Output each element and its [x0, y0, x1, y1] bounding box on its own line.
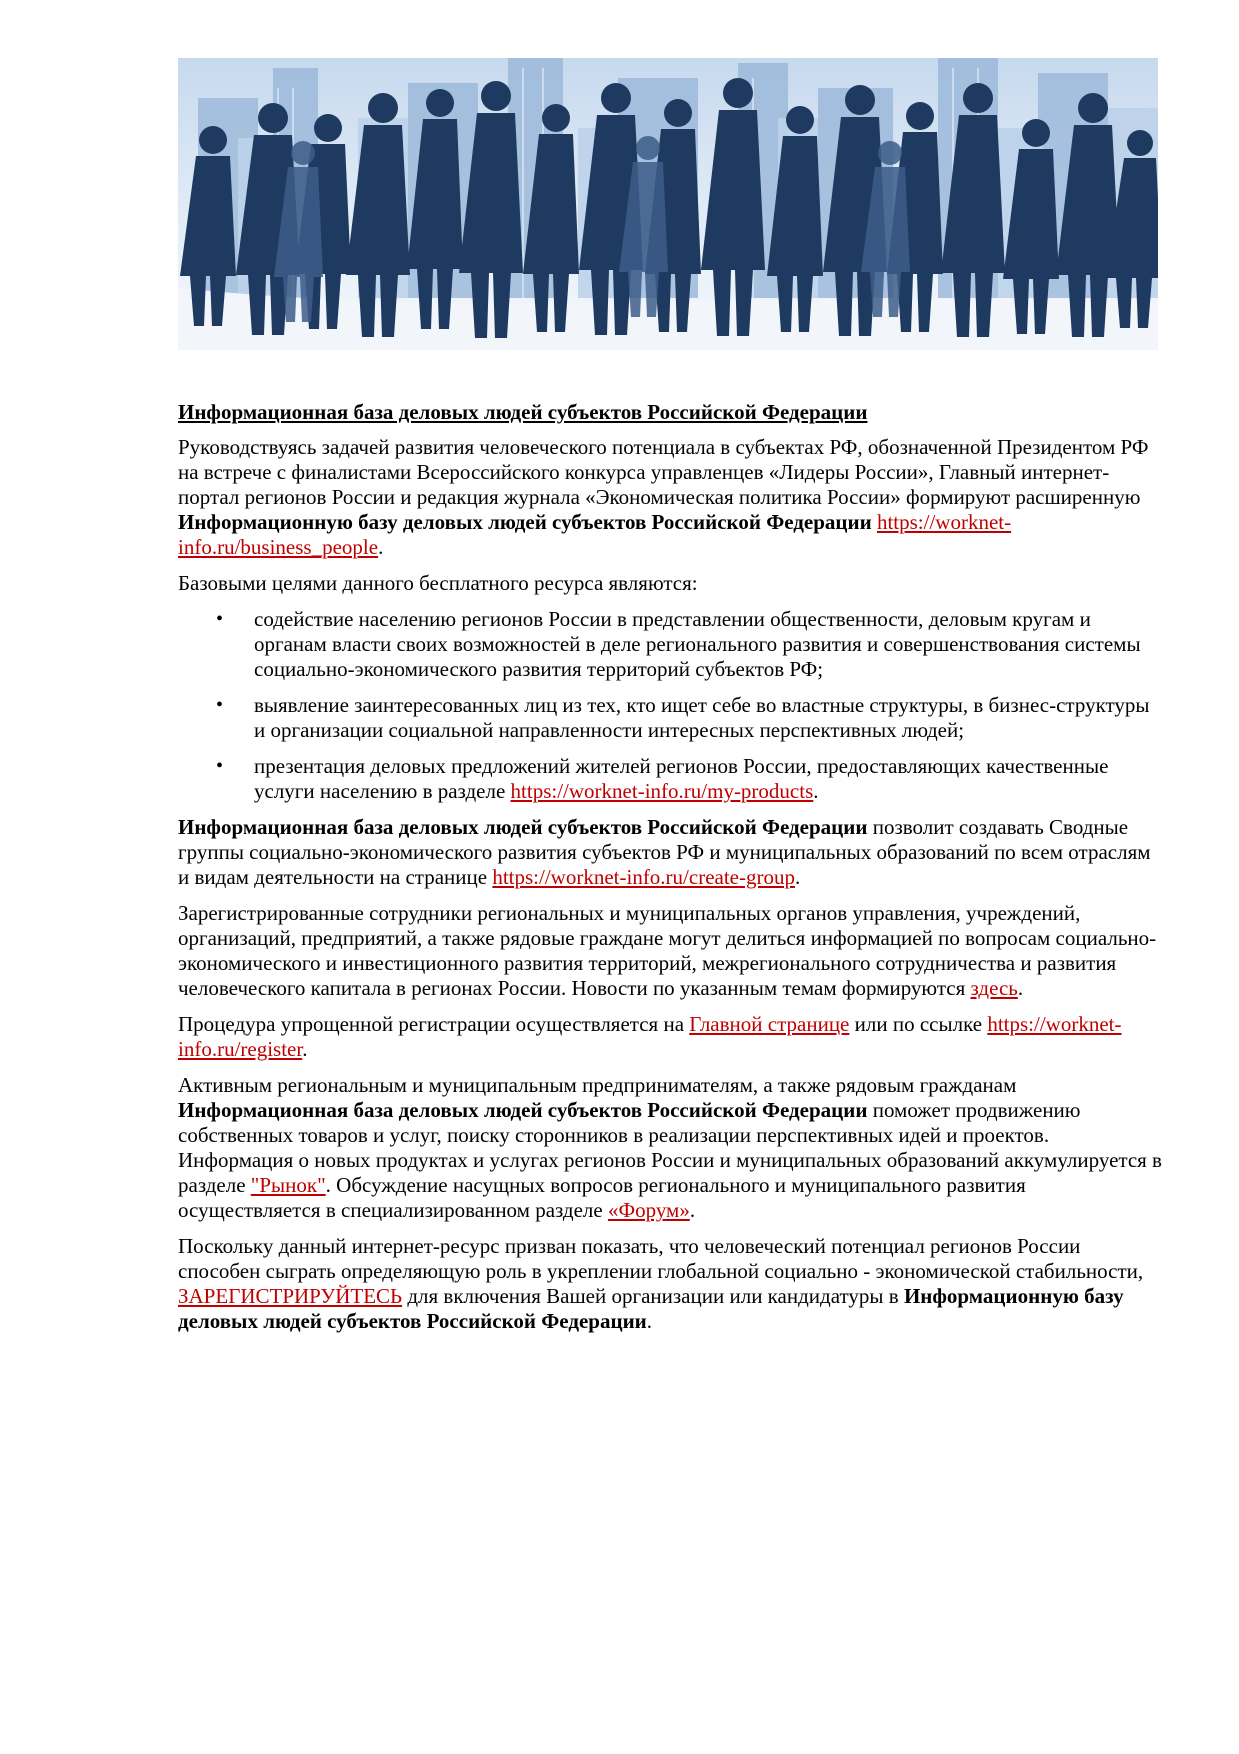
entrepreneurs-paragraph: [178, 1073, 1163, 1223]
intro-end: .: [378, 535, 384, 559]
article-body: [178, 400, 1163, 1345]
database-name-bold: Информационная база деловых людей субъектов Российской Федерации: [178, 815, 868, 839]
page-title: Информационная база деловых людей субъектов Российской Федерации: [178, 400, 868, 424]
goal-item: [178, 754, 1163, 804]
goal-text: выявление заинтересованных лиц из тех, кто ищет себе во властные структуры, в бизнес-структуры и организации социальной направленности интересных перспективных людей;: [254, 693, 1150, 742]
my-products-link[interactable]: https://worknet-info.ru/my-products: [510, 779, 814, 803]
create-group-end: .: [794, 865, 801, 889]
closing-text-2: для включения Вашей организации или кандидатуры в: [402, 1284, 904, 1308]
entrepreneurs-text-2: поможет продвижению собственных товаров и услуг, поиску сторонников в реализации перспективных идей и проектов. Информация о новых продуктах и услугах регионов России и муниципальных образований аккумулируется в разделе: [178, 1098, 1162, 1197]
database-name-bold: Информационная база деловых людей субъектов Российской Федерации: [178, 1098, 868, 1122]
goal-item: [178, 693, 1163, 743]
registration-end: .: [302, 1037, 308, 1061]
goals-list: [178, 607, 1163, 804]
closing-end: .: [646, 1309, 653, 1333]
business-people-silhouettes-illustration: [178, 58, 1158, 350]
business-people-link[interactable]: https://worknet-info.ru/business_people: [178, 510, 1012, 559]
register-now-link[interactable]: ЗАРЕГИСТРИРУЙТЕСЬ: [178, 1284, 403, 1308]
registration-text: Процедура упрощенной регистрации осуществляется на: [178, 1012, 690, 1036]
market-link[interactable]: "Рынок": [250, 1173, 326, 1197]
registration-paragraph: [178, 1012, 1163, 1062]
create-group-text: позволит создавать Сводные группы социально-экономического развития субъектов РФ и муниципальных образований по всем отраслям и видам деятельности на странице: [178, 815, 1151, 889]
registered-users-text: Зарегистрированные сотрудники региональных и муниципальных органов управления, учреждений, организаций, предприятий, а также рядовые граждане могут делиться информацией по вопросам социально-экономического и инвестиционного развития территорий, межрегионального сотрудничества и развития человеческого капитала в регионах России. Новости по указанным темам формируются: [178, 901, 1157, 1000]
goal-end: .: [813, 779, 819, 803]
create-group-paragraph: [178, 815, 1163, 890]
intro-text: Руководствуясь задачей развития человеческого потенциала в субъектах РФ, обозначенной Президентом РФ на встрече с финалистами Всероссийского конкурса управленцев «Лидеры России», Главный интернет-портал регионов России и редакция журнала «Экономическая политика России» формируют расширенную: [178, 435, 1149, 509]
goal-text: презентация деловых предложений жителей регионов России, предоставляющих качественные услуги населению в разделе: [254, 754, 1109, 803]
goal-item: [178, 607, 1163, 682]
entrepreneurs-text-3: . Обсуждение насущных вопросов регионального и муниципального развития осуществляется в специализированном разделе: [178, 1173, 1026, 1222]
register-link[interactable]: https://worknet-info.ru/register: [178, 1012, 1122, 1061]
main-page-link[interactable]: Главной странице: [689, 1012, 850, 1036]
closing-text: Поскольку данный интернет-ресурс призван показать, что человеческий потенциал регионов России способен сыграть определяющую роль в укреплении глобальной социально - экономической стабильности,: [178, 1234, 1144, 1283]
registered-users-end: .: [1017, 976, 1024, 1000]
create-group-link[interactable]: https://worknet-info.ru/create-group: [492, 865, 795, 889]
forum-link[interactable]: «Форум»: [608, 1198, 690, 1222]
closing-paragraph: [178, 1234, 1163, 1334]
intro-paragraph: [178, 435, 1163, 560]
news-here-link[interactable]: здесь: [970, 976, 1018, 1000]
intro-bold-database-name: Информационную базу деловых людей субъектов Российской Федерации: [178, 510, 872, 534]
bullet-icon: •: [216, 694, 224, 716]
goal-text: содействие населению регионов России в представлении общественности, деловым кругам и органам власти своих возможностей в деле регионального развития и совершенствования системы социально-экономического развития территорий субъектов РФ;: [254, 607, 1141, 681]
registered-users-paragraph: [178, 901, 1163, 1001]
banner-image: [178, 58, 1158, 350]
database-name-bold: Информационную базу деловых людей субъектов Российской Федерации: [178, 1284, 1124, 1333]
bullet-icon: •: [216, 755, 224, 777]
registration-middle: или по ссылке: [849, 1012, 988, 1036]
entrepreneurs-end: .: [689, 1198, 696, 1222]
bullet-icon: •: [216, 608, 224, 630]
goals-intro: Базовыми целями данного бесплатного ресурса являются:: [178, 571, 698, 595]
entrepreneurs-text: Активным региональным и муниципальным предпринимателям, а также рядовым гражданам: [178, 1073, 1017, 1097]
